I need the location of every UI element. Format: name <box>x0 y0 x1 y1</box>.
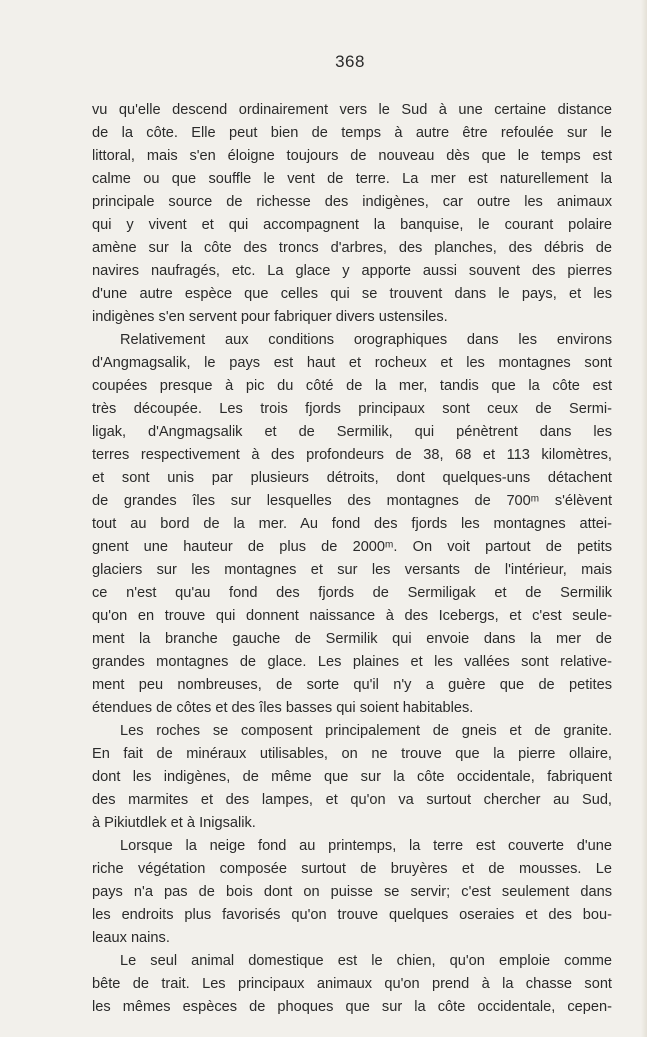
text-line: d'une autre espèce que celles qui se trouvent dans le pays, et les <box>92 287 612 302</box>
text-line: Les roches se composent principalement de gneis et de granite. <box>120 724 612 739</box>
text-line: ment la branche gauche de Sermilik qui envoie dans la mer de <box>92 632 612 647</box>
text-line: les endroits plus favorisés qu'on trouve quelques oseraies et des bou- <box>92 908 612 923</box>
text-line: pays n'a pas de bois dont on puisse se servir; c'est seulement dans <box>92 885 612 900</box>
text-line: coupées presque à pic du côté de la mer, tandis que la côte est <box>92 379 612 394</box>
text-line: et sont unis par plusieurs détroits, dont quelques-uns détachent <box>92 471 612 486</box>
text-line: ce n'est qu'au fond des fjords de Sermiligak et de Sermilik <box>92 586 612 601</box>
text-line: indigènes s'en servent pour fabriquer divers ustensiles. <box>92 310 448 325</box>
text-line: d'Angmagsalik, le pays est haut et rocheux et les montagnes sont <box>92 356 612 371</box>
text-line: bête de trait. Les principaux animaux qu'on prend à la chasse sont <box>92 977 612 992</box>
text-line: ligak, d'Angmagsalik et de Sermilik, qui pénètrent dans les <box>92 425 612 440</box>
text-line: qu'on en trouve qui donnent naissance à des Icebergs, et c'est seule- <box>92 609 612 624</box>
text-line: glaciers sur les montagnes et sur les versants de l'intérieur, mais <box>92 563 612 578</box>
text-line: des marmites et des lampes, et qu'on va surtout chercher au Sud, <box>92 793 612 808</box>
text-line: dont les indigènes, de même que sur la côte occidentale, fabriquent <box>92 770 612 785</box>
text-line: grandes montagnes de glace. Les plaines et les vallées sont relative- <box>92 655 612 670</box>
text-line: Lorsque la neige fond au printemps, la terre est couverte d'une <box>120 839 612 854</box>
text-line: amène sur la côte des troncs d'arbres, des planches, des débris de <box>92 241 612 256</box>
text-line: terres respectivement à des profondeurs de 38, 68 et 113 kilomètres, <box>92 448 612 463</box>
text-line: principale source de richesse des indigènes, car outre les animaux <box>92 195 612 210</box>
text-line: vu qu'elle descend ordinairement vers le Sud à une certaine distance <box>92 103 612 118</box>
text-line: gnent une hauteur de plus de 2000ᵐ. On voit partout de petits <box>92 540 612 555</box>
text-line: tout au bord de la mer. Au fond des fjords les montagnes attei- <box>92 517 612 532</box>
text-line: En fait de minéraux utilisables, on ne trouve que la pierre ollaire, <box>92 747 612 762</box>
text-line: ment peu nombreuses, de sorte qu'il n'y a guère que de petites <box>92 678 612 693</box>
text-line: à Pikiutdlek et à Inigsalik. <box>92 816 256 831</box>
text-line: Relativement aux conditions orographiques dans les environs <box>120 333 612 348</box>
text-line: de grandes îles sur lesquelles des montagnes de 700ᵐ s'élèvent <box>92 494 612 509</box>
text-line: de la côte. Elle peut bien de temps à autre être refoulée sur le <box>92 126 612 141</box>
text-line: les mêmes espèces de phoques que sur la côte occidentale, cepen- <box>92 1000 612 1015</box>
text-line: leaux nains. <box>92 931 170 946</box>
text-line: Le seul animal domestique est le chien, qu'on emploie comme <box>120 954 612 969</box>
text-line: qui y vivent et qui accompagnent la banquise, le courant polaire <box>92 218 612 233</box>
text-line: riche végétation composée surtout de bruyères et de mousses. Le <box>92 862 612 877</box>
text-line: littoral, mais s'en éloigne toujours de nouveau dès que le temps est <box>92 149 612 164</box>
text-line: étendues de côtes et des îles basses qui soient habitables. <box>92 701 474 716</box>
text-line: très découpée. Les trois fjords principaux sont ceux de Sermi- <box>92 402 612 417</box>
page-number: 368 <box>335 52 365 71</box>
text-line: navires naufragés, etc. La glace y apporte aussi souvent des pierres <box>92 264 612 279</box>
text-line: calme ou que souffle le vent de terre. La mer est naturellement la <box>92 172 612 187</box>
page-edge-shadow <box>641 0 647 1037</box>
